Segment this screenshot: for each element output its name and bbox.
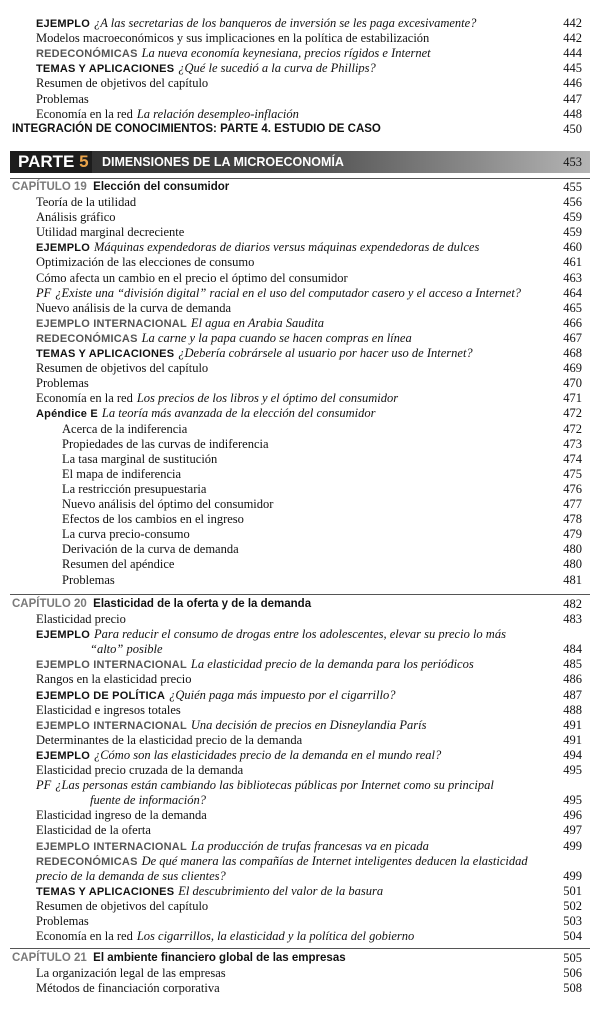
toc-entry <box>0 452 600 467</box>
entry-page-number: 491 <box>563 732 582 747</box>
toc-entry-line <box>36 914 89 929</box>
entry-text: Elasticidad ingreso de la demanda <box>36 808 207 823</box>
toc-entry-line <box>62 452 217 467</box>
entry-text: Resumen de objetivos del capítulo <box>36 898 209 913</box>
entry-text: Propiedades de las curvas de indiferencia <box>62 436 269 451</box>
chapter-divider <box>10 178 590 179</box>
entry-text: Problemas <box>62 572 115 587</box>
toc-entry-line <box>36 688 395 704</box>
entry-tag: REDECONÓMICAS <box>36 332 138 345</box>
parte-banner <box>10 151 590 173</box>
toc-entry-line <box>36 981 220 996</box>
entry-text: Rangos en la elasticidad precio <box>36 672 192 687</box>
toc-entry <box>0 793 600 808</box>
toc-entry-line <box>62 497 273 512</box>
entry-page-number: 463 <box>563 270 582 285</box>
toc-entry <box>0 929 600 944</box>
entry-page-number: 483 <box>563 612 582 626</box>
toc-entry <box>0 884 600 899</box>
toc-entry <box>0 542 600 557</box>
entry-page-number: 460 <box>563 240 582 255</box>
toc-entry-line <box>36 966 226 981</box>
toc-entry-line <box>36 61 376 77</box>
toc-entry <box>0 46 600 61</box>
entry-text: Utilidad marginal decreciente <box>36 225 185 240</box>
toc-entry <box>0 497 600 512</box>
toc-entry <box>0 31 600 46</box>
toc-entry <box>0 92 600 107</box>
chapter-label: CAPÍTULO 19 <box>12 181 87 193</box>
entry-page-number: 466 <box>563 315 582 330</box>
entry-text: La organización legal de las empresas <box>36 966 226 980</box>
entry-tag: REDECONÓMICAS <box>36 855 138 868</box>
entry-text: La tasa marginal de sustitución <box>62 451 218 466</box>
entry-page-number: 484 <box>563 642 582 657</box>
chapter-title: Elección del consumidor <box>93 181 230 193</box>
toc-entry-line <box>36 718 426 734</box>
entry-text: Elasticidad de la oferta <box>36 823 151 838</box>
toc-entry <box>0 718 600 733</box>
entry-page-number: 491 <box>563 717 582 732</box>
entry-text: Resumen del apéndice <box>62 557 175 572</box>
toc-entry-line <box>36 240 479 256</box>
toc-entry <box>0 286 600 301</box>
entry-page-number: 488 <box>563 702 582 717</box>
entry-page-number: 470 <box>563 376 582 391</box>
toc-entry <box>0 406 600 421</box>
entry-page-number: 459 <box>563 225 582 240</box>
entry-page-number: 447 <box>563 91 582 106</box>
entry-page-number: 477 <box>563 497 582 511</box>
toc-entry-line <box>36 92 89 107</box>
entry-text: Resumen de objetivos del capítulo <box>36 361 209 376</box>
chapter-label: CAPÍTULO 21 <box>12 952 87 964</box>
entry-text: La teoría más avanzada de la elección del consumidor <box>101 406 376 421</box>
entry-tag: EJEMPLO <box>36 629 90 642</box>
toc-entry <box>0 422 600 437</box>
entry-tag: REDECONÓMICAS <box>36 48 138 61</box>
entry-text: Métodos de financiación corporativa <box>36 981 220 996</box>
entry-page-number: 465 <box>563 300 582 315</box>
toc-entry-line <box>36 31 429 46</box>
entry-text: Resumen de objetivos del capítulo <box>36 76 209 91</box>
toc-entry <box>0 210 600 225</box>
entry-text: De qué manera las compañías de Internet inteligentes deducen la elasticidad <box>141 853 528 868</box>
toc-entry-line <box>36 301 231 316</box>
toc-entry-line <box>90 642 163 657</box>
entry-page-number: 472 <box>563 406 582 421</box>
toc-entry <box>0 391 600 406</box>
toc-entry <box>0 376 600 391</box>
toc-entry <box>0 195 600 210</box>
toc-entry-line <box>36 76 208 91</box>
entry-page-number: 469 <box>563 361 582 376</box>
toc-entry-line <box>36 46 431 62</box>
entry-page-number: 456 <box>563 195 582 209</box>
entry-tag: EJEMPLO <box>36 242 90 255</box>
entry-page-number: 508 <box>563 981 582 996</box>
toc-entry-line <box>62 482 206 497</box>
entry-page-number: 479 <box>563 527 582 542</box>
entry-text: Para reducir el consumo de drogas entre los adolescentes, elevar su precio lo más <box>93 627 506 642</box>
toc-entry <box>0 107 600 122</box>
toc-entry <box>0 316 600 331</box>
chapter-heading <box>0 180 600 195</box>
toc-entry-line <box>36 808 207 823</box>
parte-number: 5 <box>79 152 89 171</box>
integration-title: INTEGRACIÓN DE CONOCIMIENTOS: PARTE 4. ESTUDIO DE CASO <box>12 123 381 135</box>
toc-entry-line <box>36 733 302 748</box>
entry-text: Análisis gráfico <box>36 210 116 225</box>
toc-entry <box>0 16 600 31</box>
entry-text: Elasticidad precio <box>36 612 126 626</box>
entry-tag: TEMAS Y APLICACIONES <box>36 63 175 76</box>
entry-text: ¿Las personas están cambiando las bibliotecas públicas por Internet como su principal <box>55 778 494 793</box>
chapter-label: CAPÍTULO 20 <box>12 598 87 610</box>
toc-entry <box>0 482 600 497</box>
entry-text: ¿Quién paga más impuesto por el cigarrillo? <box>169 687 396 702</box>
toc-entry <box>0 823 600 838</box>
entry-page-number: 497 <box>563 823 582 838</box>
toc-entry <box>0 808 600 823</box>
chapter-heading <box>0 951 600 966</box>
entry-page-number: 496 <box>563 808 582 823</box>
toc-entry <box>0 657 600 672</box>
entry-page-number: 501 <box>563 883 582 898</box>
toc-entry <box>0 76 600 91</box>
toc-entry <box>0 255 600 270</box>
entry-tag: PF <box>36 285 52 300</box>
toc-entry <box>0 527 600 542</box>
toc-entry-line <box>36 271 348 286</box>
toc-entry <box>0 331 600 346</box>
entry-tag: TEMAS Y APLICACIONES <box>36 885 175 898</box>
toc-entry <box>0 981 600 996</box>
entry-text: La carne y la papa cuando se hacen compras en línea <box>141 330 412 345</box>
entry-page-number: 486 <box>563 672 582 687</box>
entry-text: ¿Existe una “división digital” racial en el uso del computador casero y el acceso a Internet? <box>55 285 522 300</box>
toc-entry-line <box>36 391 398 406</box>
entry-page-number: 494 <box>563 747 582 762</box>
toc-entry-line <box>36 657 474 673</box>
toc-entry-line <box>36 612 126 627</box>
toc-entry-line <box>62 437 269 452</box>
entry-text: El mapa de indiferencia <box>62 466 182 481</box>
entry-page-number: 502 <box>563 898 582 913</box>
entry-text: El descubrimiento del valor de la basura <box>178 883 384 898</box>
entry-text: Nuevo análisis del óptimo del consumidor <box>62 497 274 511</box>
toc-entry <box>0 703 600 718</box>
parte-label-box <box>10 151 92 173</box>
toc-entry-line <box>36 854 528 870</box>
entry-text: Una decisión de precios en Disneylandia París <box>190 717 427 732</box>
toc-entry <box>0 869 600 884</box>
toc-entry-line <box>36 406 375 422</box>
toc-entry-line <box>36 869 226 884</box>
toc-entry <box>0 854 600 869</box>
toc-entry <box>0 748 600 763</box>
entry-tag: Apéndice E <box>36 408 98 421</box>
entry-text: La producción de trufas francesas va en picada <box>190 838 429 853</box>
toc-entry <box>0 688 600 703</box>
toc-entry <box>0 642 600 657</box>
toc-entry <box>0 240 600 255</box>
toc-entry <box>0 512 600 527</box>
toc-entry-line <box>62 422 187 437</box>
entry-text: Problemas <box>36 914 89 928</box>
entry-tag: EJEMPLO DE POLÍTICA <box>36 689 166 702</box>
toc-entry <box>0 361 600 376</box>
entry-page-number: 467 <box>563 330 582 345</box>
toc-entry-line <box>36 929 414 944</box>
entry-text: Determinantes de la elasticidad precio de la demanda <box>36 732 303 747</box>
entry-text: La elasticidad precio de la demanda para los periódicos <box>190 657 474 672</box>
toc-entry-line <box>62 527 190 542</box>
entry-page-number: 495 <box>563 793 582 808</box>
entry-page-number: 480 <box>563 557 582 572</box>
entry-page-number: 445 <box>563 61 582 76</box>
chapter-page-number: 505 <box>563 951 582 965</box>
toc-entry-line <box>36 316 324 332</box>
toc-entry <box>0 346 600 361</box>
entry-text: Los precios de los libros y el óptimo del consumidor <box>136 391 399 406</box>
entry-page-number: 499 <box>563 868 582 883</box>
toc-entry-line <box>36 899 208 914</box>
entry-text: Los cigarrillos, la elasticidad y la política del gobierno <box>136 929 415 944</box>
entry-tag: EJEMPLO INTERNACIONAL <box>36 840 187 853</box>
entry-page-number: 444 <box>563 46 582 61</box>
entry-text: Modelos macroeconómicos y sus implicaciones en la política de estabilización <box>36 31 430 46</box>
toc-entry-line <box>36 763 243 778</box>
entry-text: El agua en Arabia Saudita <box>190 315 324 330</box>
entry-page-number: 442 <box>563 16 582 30</box>
toc-entry-line <box>36 778 494 793</box>
entry-page-number: 495 <box>563 763 582 777</box>
entry-page-number: 448 <box>563 106 582 121</box>
toc-entry <box>0 573 600 588</box>
toc-entry <box>0 763 600 778</box>
entry-page-number: 464 <box>563 285 582 300</box>
parte-page-number: 453 <box>563 155 582 169</box>
integration-row <box>0 122 600 137</box>
parte-word: PARTE <box>18 152 75 171</box>
entry-text: Máquinas expendedoras de diarios versus máquinas expendedoras de dulces <box>93 240 480 255</box>
toc-entry <box>0 61 600 76</box>
toc-entry-line <box>36 376 89 391</box>
entry-tag: EJEMPLO <box>36 749 90 762</box>
toc-entry <box>0 271 600 286</box>
entry-tag: TEMAS Y APLICACIONES <box>36 348 175 360</box>
entry-tag: Economía en la red <box>36 391 133 406</box>
toc-entry <box>0 627 600 642</box>
chapter-page-number: 455 <box>563 180 582 194</box>
entry-text: Nuevo análisis de la curva de demanda <box>36 300 232 315</box>
entry-page-number: 476 <box>563 481 582 496</box>
entry-text: Cómo afecta un cambio en el precio el óptimo del consumidor <box>36 270 348 285</box>
toc-entry <box>0 672 600 687</box>
toc-entry-line <box>36 210 116 225</box>
entry-text: Problemas <box>36 91 89 106</box>
toc-entry-line <box>36 703 181 718</box>
entry-page-number: 481 <box>563 572 582 587</box>
entry-page-number: 474 <box>563 451 582 466</box>
entry-page-number: 485 <box>563 657 582 672</box>
entry-page-number: 499 <box>563 838 582 853</box>
chapter-title: El ambiente financiero global de las empresas <box>93 952 346 964</box>
toc-entry-line <box>36 361 208 376</box>
toc-entry <box>0 612 600 627</box>
parte-title: DIMENSIONES DE LA MICROECONOMÍA <box>102 155 344 169</box>
toc-entry-line <box>36 107 299 122</box>
entry-page-number: 503 <box>563 914 582 928</box>
toc-entry <box>0 301 600 316</box>
entry-page-number: 459 <box>563 210 582 225</box>
entry-page-number: 472 <box>563 421 582 436</box>
entry-page-number: 487 <box>563 687 582 702</box>
toc-entry-line <box>36 823 151 838</box>
chapter-title: Elasticidad de la oferta y de la demanda <box>93 598 312 610</box>
parte-label <box>18 152 89 172</box>
toc-entry <box>0 225 600 240</box>
entry-tag: PF <box>36 778 52 793</box>
toc-entry-line <box>36 225 184 240</box>
entry-tag: Economía en la red <box>36 106 133 121</box>
entry-page-number: 468 <box>563 346 582 360</box>
toc-entry <box>0 899 600 914</box>
entry-page-number: 506 <box>563 966 582 980</box>
entry-tag: EJEMPLO INTERNACIONAL <box>36 719 187 732</box>
toc-entry-line <box>36 195 136 210</box>
toc-entry-line <box>36 16 476 32</box>
toc-entry-line <box>36 672 192 687</box>
toc-entry-line <box>62 542 239 557</box>
toc-entry <box>0 839 600 854</box>
toc-entry-line <box>62 467 181 482</box>
entry-text: La restricción presupuestaria <box>62 481 207 496</box>
entry-tag: EJEMPLO <box>36 18 90 30</box>
entry-text: Elasticidad e ingresos totales <box>36 702 181 717</box>
entry-tag: Economía en la red <box>36 929 133 944</box>
toc-entry <box>0 437 600 452</box>
entry-text: Optimización de las elecciones de consumo <box>36 255 255 270</box>
entry-text: La relación desempleo-inflación <box>136 106 299 121</box>
toc-entry-line <box>36 748 441 764</box>
toc-entry-line <box>36 346 473 362</box>
chapter-divider <box>10 948 590 949</box>
toc-entry <box>0 733 600 748</box>
toc-entry-line <box>36 884 383 900</box>
toc-entry-line <box>90 793 206 808</box>
toc-entry-line <box>36 331 412 347</box>
entry-text: Teoría de la utilidad <box>36 195 137 209</box>
entry-page-number: 480 <box>563 542 582 557</box>
entry-page-number: 475 <box>563 466 582 481</box>
entry-page-number: 471 <box>563 391 582 406</box>
entry-text: Problemas <box>36 376 89 391</box>
toc-entry-line <box>36 627 506 643</box>
toc-entry-line <box>62 573 115 588</box>
entry-text: ¿A las secretarias de los banqueros de inversión se les paga excesivamente? <box>93 16 477 30</box>
chapter-divider <box>10 594 590 595</box>
toc-entry-line <box>36 839 429 855</box>
toc-entry <box>0 467 600 482</box>
entry-text: Elasticidad precio cruzada de la demanda <box>36 763 244 777</box>
entry-page-number: 461 <box>563 255 582 270</box>
entry-text: La nueva economía keynesiana, precios rígidos e Internet <box>141 46 431 61</box>
entry-tag: EJEMPLO INTERNACIONAL <box>36 659 187 672</box>
toc-entry <box>0 778 600 793</box>
toc-entry-line <box>36 286 521 301</box>
toc-entry <box>0 966 600 981</box>
toc-entry-line <box>62 557 174 572</box>
entry-page-number: 442 <box>563 31 582 46</box>
toc-entry <box>0 914 600 929</box>
chapter-heading <box>0 597 600 612</box>
entry-page-number: 504 <box>563 929 582 944</box>
toc-entry-line <box>36 255 254 270</box>
entry-text: Efectos de los cambios en el ingreso <box>62 512 244 527</box>
toc-entry <box>0 557 600 572</box>
entry-text: ¿Qué le sucedió a la curva de Phillips? <box>178 61 376 76</box>
entry-text: fuente de información? <box>90 793 206 808</box>
entry-text: Acerca de la indiferencia <box>62 421 188 436</box>
toc-entry-line <box>62 512 244 527</box>
chapter-page-number: 482 <box>563 597 582 611</box>
entry-tag: EJEMPLO INTERNACIONAL <box>36 317 187 330</box>
entry-text: precio de la demanda de sus clientes? <box>36 868 226 883</box>
entry-text: ¿Debería cobrársele al usuario por hacer uso de Internet? <box>178 346 473 360</box>
entry-page-number: 446 <box>563 76 582 91</box>
entry-page-number: 478 <box>563 512 582 527</box>
entry-text: La curva precio-consumo <box>62 527 190 542</box>
integration-page-number: 450 <box>563 122 582 136</box>
entry-text: ¿Cómo son las elasticidades precio de la demanda en el mundo real? <box>93 747 442 762</box>
entry-text: “alto” posible <box>90 642 163 657</box>
entry-page-number: 473 <box>563 436 582 451</box>
entry-text: Derivación de la curva de demanda <box>62 542 239 557</box>
